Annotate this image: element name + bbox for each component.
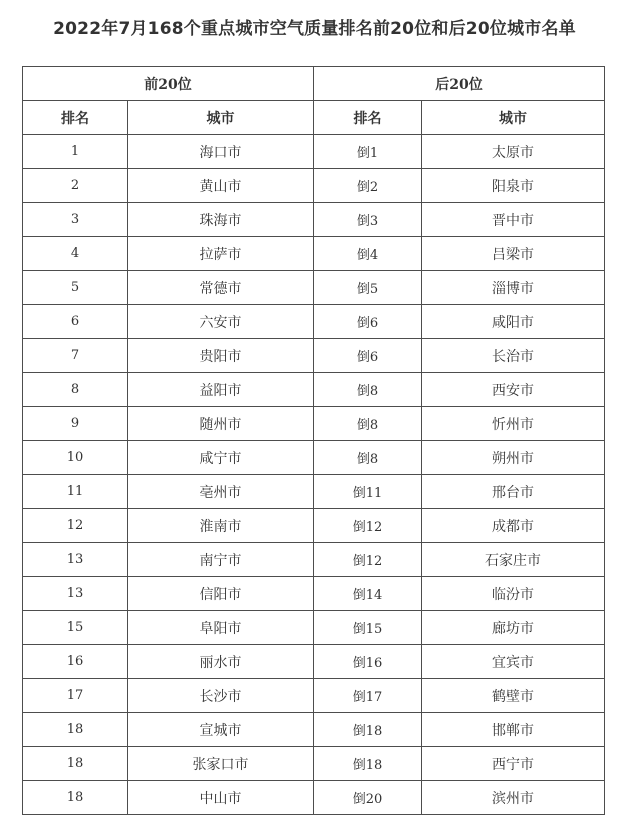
top-rank-cell: 13 <box>23 577 128 611</box>
top-20-group-header: 前20位 <box>23 67 314 101</box>
top-city-cell: 常德市 <box>128 271 314 305</box>
top-city-cell: 海口市 <box>128 135 314 169</box>
bottom-city-cell: 西宁市 <box>422 747 605 781</box>
top-rank-cell: 16 <box>23 645 128 679</box>
page-title: 2022年7月168个重点城市空气质量排名前20位和后20位城市名单 <box>53 19 576 39</box>
bottom-rank-cell: 倒14 <box>314 577 422 611</box>
bottom-city-cell: 邢台市 <box>422 475 605 509</box>
top-rank-cell: 13 <box>23 543 128 577</box>
top-city-cell: 张家口市 <box>128 747 314 781</box>
top-rank-cell: 1 <box>23 135 128 169</box>
table-row <box>23 475 605 509</box>
bottom-rank-cell: 倒16 <box>314 645 422 679</box>
top-rank-cell: 6 <box>23 305 128 339</box>
top-rank-cell: 18 <box>23 713 128 747</box>
bottom-city-cell: 朔州市 <box>422 441 605 475</box>
table-body <box>23 135 605 815</box>
bottom-city-cell: 晋中市 <box>422 203 605 237</box>
bottom-rank-cell: 倒17 <box>314 679 422 713</box>
table-row <box>23 407 605 441</box>
bottom-rank-cell: 倒12 <box>314 543 422 577</box>
bottom-city-cell: 滨州市 <box>422 781 605 815</box>
table-row <box>23 509 605 543</box>
bottom-city-cell: 宜宾市 <box>422 645 605 679</box>
top-rank-cell: 17 <box>23 679 128 713</box>
table-row <box>23 169 605 203</box>
top-city-cell: 益阳市 <box>128 373 314 407</box>
bottom-city-cell: 临汾市 <box>422 577 605 611</box>
top-rank-cell: 15 <box>23 611 128 645</box>
bottom-rank-cell: 倒18 <box>314 713 422 747</box>
bottom-rank-cell: 倒15 <box>314 611 422 645</box>
bottom-rank-cell: 倒11 <box>314 475 422 509</box>
bottom-rank-cell: 倒6 <box>314 305 422 339</box>
table-row <box>23 373 605 407</box>
bottom-rank-cell: 倒5 <box>314 271 422 305</box>
top-rank-cell: 9 <box>23 407 128 441</box>
top-city-cell: 中山市 <box>128 781 314 815</box>
top-city-cell: 丽水市 <box>128 645 314 679</box>
table-row <box>23 611 605 645</box>
bottom-rank-cell: 倒3 <box>314 203 422 237</box>
bottom-rank-cell: 倒8 <box>314 407 422 441</box>
top-rank-cell: 4 <box>23 237 128 271</box>
top-rank-cell: 5 <box>23 271 128 305</box>
bottom-city-cell: 长治市 <box>422 339 605 373</box>
bottom-rank-cell: 倒18 <box>314 747 422 781</box>
table-row <box>23 645 605 679</box>
table-row <box>23 305 605 339</box>
bottom-city-cell: 西安市 <box>422 373 605 407</box>
bottom-city-cell: 淄博市 <box>422 271 605 305</box>
top-city-cell: 贵阳市 <box>128 339 314 373</box>
bottom-rank-cell: 倒4 <box>314 237 422 271</box>
bottom-city-cell: 成都市 <box>422 509 605 543</box>
bottom-city-cell: 鹤壁市 <box>422 679 605 713</box>
table-row <box>23 679 605 713</box>
bottom-city-cell: 咸阳市 <box>422 305 605 339</box>
bottom-rank-cell: 倒2 <box>314 169 422 203</box>
top-rank-cell: 7 <box>23 339 128 373</box>
bottom-20-group-header: 后20位 <box>314 67 605 101</box>
bottom-city-cell: 太原市 <box>422 135 605 169</box>
top-city-cell: 随州市 <box>128 407 314 441</box>
table-row <box>23 441 605 475</box>
bottom-city-cell: 石家庄市 <box>422 543 605 577</box>
bottom-city-cell: 忻州市 <box>422 407 605 441</box>
table-row <box>23 237 605 271</box>
top-city-cell: 珠海市 <box>128 203 314 237</box>
table-row <box>23 747 605 781</box>
top-rank-header: 排名 <box>23 101 128 135</box>
bottom-city-header: 城市 <box>422 101 605 135</box>
ranking-table <box>22 66 605 815</box>
top-city-cell: 亳州市 <box>128 475 314 509</box>
bottom-city-cell: 阳泉市 <box>422 169 605 203</box>
top-city-cell: 宣城市 <box>128 713 314 747</box>
table-row <box>23 577 605 611</box>
bottom-rank-cell: 倒1 <box>314 135 422 169</box>
table-row <box>23 339 605 373</box>
top-city-cell: 南宁市 <box>128 543 314 577</box>
bottom-rank-cell: 倒8 <box>314 441 422 475</box>
bottom-rank-cell: 倒12 <box>314 509 422 543</box>
top-rank-cell: 18 <box>23 747 128 781</box>
bottom-city-cell: 廊坊市 <box>422 611 605 645</box>
table-row <box>23 543 605 577</box>
top-rank-cell: 11 <box>23 475 128 509</box>
top-rank-cell: 8 <box>23 373 128 407</box>
top-city-cell: 长沙市 <box>128 679 314 713</box>
table-row <box>23 135 605 169</box>
top-city-cell: 黄山市 <box>128 169 314 203</box>
top-city-cell: 阜阳市 <box>128 611 314 645</box>
top-rank-cell: 18 <box>23 781 128 815</box>
top-rank-cell: 2 <box>23 169 128 203</box>
bottom-rank-cell: 倒20 <box>314 781 422 815</box>
top-rank-cell: 12 <box>23 509 128 543</box>
table-row <box>23 271 605 305</box>
top-city-header: 城市 <box>128 101 314 135</box>
top-city-cell: 信阳市 <box>128 577 314 611</box>
bottom-rank-cell: 倒8 <box>314 373 422 407</box>
top-rank-cell: 10 <box>23 441 128 475</box>
table-row <box>23 713 605 747</box>
bottom-city-cell: 吕梁市 <box>422 237 605 271</box>
bottom-city-cell: 邯郸市 <box>422 713 605 747</box>
table-row <box>23 203 605 237</box>
bottom-rank-cell: 倒6 <box>314 339 422 373</box>
top-city-cell: 拉萨市 <box>128 237 314 271</box>
top-city-cell: 六安市 <box>128 305 314 339</box>
bottom-rank-header: 排名 <box>314 101 422 135</box>
table-row <box>23 781 605 815</box>
top-city-cell: 咸宁市 <box>128 441 314 475</box>
top-rank-cell: 3 <box>23 203 128 237</box>
top-city-cell: 淮南市 <box>128 509 314 543</box>
